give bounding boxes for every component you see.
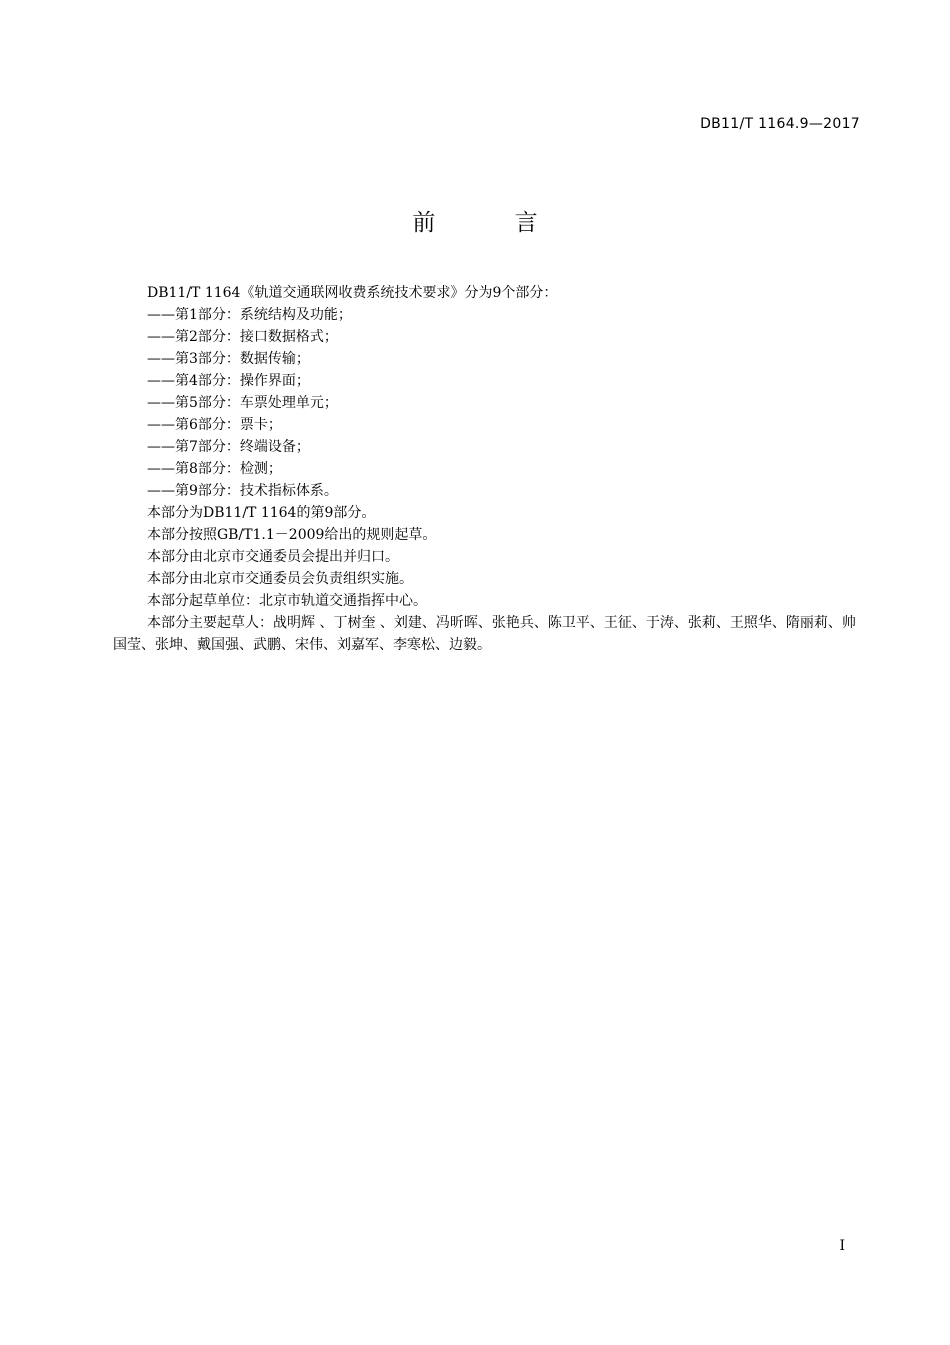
paragraph: 本部分按照GB/T1.1－2009给出的规则起草。 — [147, 527, 437, 543]
paragraph: DB11/T 1164《轨道交通联网收费系统技术要求》分为9个部分： — [147, 285, 558, 301]
foreword-body — [113, 282, 861, 656]
paragraph: 本部分主要起草人：战明辉 、丁树奎 、刘建、冯昕晖、张艳兵、陈卫平、王征、于涛、张莉、王照华、隋丽莉、帅国莹、张坤、戴国强、武鹏、宋伟、刘嘉军、李寒松、边毅。 — [113, 615, 856, 653]
list-item: ——第9部分：技术指标体系。 — [147, 483, 338, 499]
paragraph: 本部分为DB11/T 1164的第9部分。 — [147, 505, 376, 521]
list-item: ——第5部分：车票处理单元； — [147, 395, 338, 411]
list-item: ——第1部分：系统结构及功能； — [147, 307, 352, 323]
standard-code: DB11/T 1164.9—2017 — [700, 116, 860, 132]
paragraph: 本部分由北京市交通委员会提出并归口。 — [147, 549, 399, 565]
list-item: ——第8部分：检测； — [147, 461, 282, 477]
paragraph: 本部分由北京市交通委员会负责组织实施。 — [147, 571, 413, 587]
list-item: ——第3部分：数据传输； — [147, 351, 310, 367]
list-item: ——第4部分：操作界面； — [147, 373, 310, 389]
list-item: ——第6部分：票卡； — [147, 417, 282, 433]
list-item: ——第2部分：接口数据格式； — [147, 329, 338, 345]
page-title: 前 言 — [412, 210, 574, 236]
paragraph: 本部分起草单位：北京市轨道交通指挥中心。 — [147, 593, 427, 609]
list-item: ——第7部分：终端设备； — [147, 439, 310, 455]
page-number: I — [839, 1238, 845, 1254]
